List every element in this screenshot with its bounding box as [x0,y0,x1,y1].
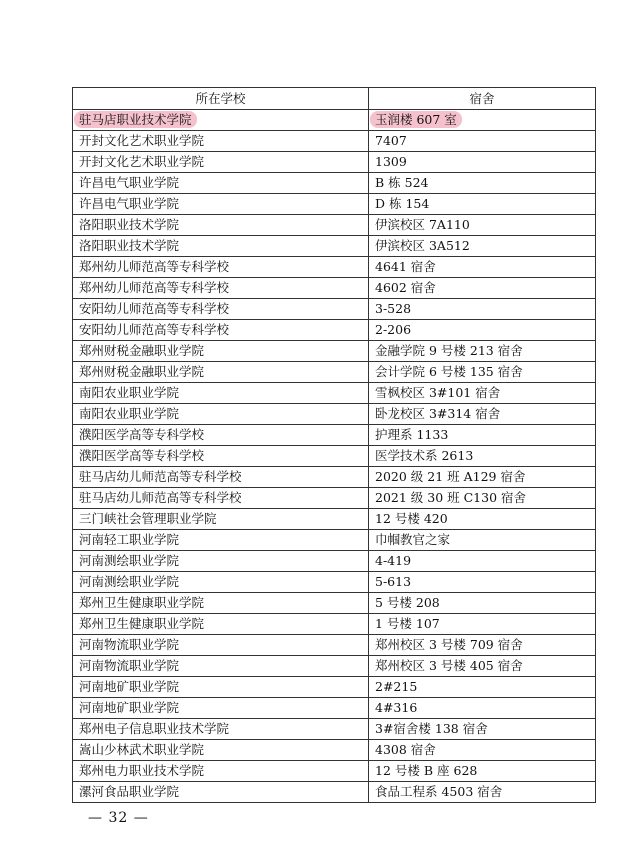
table-row [73,488,596,509]
table-row [73,446,596,467]
school-cell: 濮阳医学高等专科学校 [73,446,369,467]
dorm-cell: 伊滨校区 3A512 [369,236,596,257]
table-row [73,614,596,635]
table-row [73,635,596,656]
dorm-cell: B 栋 524 [369,173,596,194]
dorm-cell: 4-419 [369,551,596,572]
table-row [73,656,596,677]
table-row [73,278,596,299]
dorm-cell: D 栋 154 [369,194,596,215]
table-row [73,362,596,383]
table-row [73,215,596,236]
table-row [73,299,596,320]
school-cell: 驻马店幼儿师范高等专科学校 [73,467,369,488]
dorm-cell: 2021 级 30 班 C130 宿舍 [369,488,596,509]
school-cell: 安阳幼儿师范高等专科学校 [73,320,369,341]
school-cell: 郑州财税金融职业学院 [73,341,369,362]
school-cell: 漯河食品职业学院 [73,782,369,803]
table-row [73,383,596,404]
table-row [73,761,596,782]
dorm-cell: 金融学院 9 号楼 213 宿舍 [369,341,596,362]
dorm-cell: 会计学院 6 号楼 135 宿舍 [369,362,596,383]
dorm-cell: 12 号楼 B 座 628 [369,761,596,782]
table-row [73,530,596,551]
school-cell: 河南测绘职业学院 [73,572,369,593]
school-cell: 洛阳职业技术学院 [73,236,369,257]
highlighted-dorm-text: 玉润楼 607 室 [370,111,462,128]
dorm-cell: 2020 级 21 班 A129 宿舍 [369,467,596,488]
dormitory-table [72,87,596,803]
school-cell: 河南地矿职业学院 [73,677,369,698]
header-dorm: 宿舍 [369,88,596,110]
header-school: 所在学校 [73,88,369,110]
table-body [73,110,596,803]
school-cell: 河南测绘职业学院 [73,551,369,572]
school-cell: 南阳农业职业学院 [73,383,369,404]
highlighted-school-text: 驻马店职业技术学院 [74,111,197,128]
table-header-row [73,88,596,110]
school-cell [73,110,369,131]
dorm-cell: 雪枫校区 3#101 宿舍 [369,383,596,404]
school-cell: 郑州幼儿师范高等专科学校 [73,257,369,278]
school-cell: 郑州财税金融职业学院 [73,362,369,383]
table-row [73,236,596,257]
table-row [73,719,596,740]
table-row [73,152,596,173]
dorm-cell: 食品工程系 4503 宿舍 [369,782,596,803]
table-row [73,110,596,131]
table-row [73,698,596,719]
school-cell: 驻马店幼儿师范高等专科学校 [73,488,369,509]
table-row [73,572,596,593]
table-row [73,782,596,803]
school-cell: 河南物流职业学院 [73,656,369,677]
school-cell: 濮阳医学高等专科学校 [73,425,369,446]
dorm-cell: 卧龙校区 3#314 宿舍 [369,404,596,425]
dorm-cell: 巾帼教官之家 [369,530,596,551]
table-row [73,677,596,698]
table-row [73,173,596,194]
table-row [73,257,596,278]
dorm-cell: 3-528 [369,299,596,320]
dorm-cell: 3#宿舍楼 138 宿舍 [369,719,596,740]
school-cell: 开封文化艺术职业学院 [73,152,369,173]
school-cell: 开封文化艺术职业学院 [73,131,369,152]
table-row [73,425,596,446]
dorm-cell: 郑州校区 3 号楼 709 宿舍 [369,635,596,656]
dorm-cell: 5 号楼 208 [369,593,596,614]
table-row [73,131,596,152]
table-row [73,404,596,425]
dorm-cell: 1 号楼 107 [369,614,596,635]
table-row [73,320,596,341]
school-cell: 郑州幼儿师范高等专科学校 [73,278,369,299]
dorm-cell: 5-613 [369,572,596,593]
dorm-cell: 1309 [369,152,596,173]
school-cell: 河南轻工职业学院 [73,530,369,551]
school-cell: 南阳农业职业学院 [73,404,369,425]
school-cell: 安阳幼儿师范高等专科学校 [73,299,369,320]
table-row [73,593,596,614]
table-row [73,551,596,572]
school-cell: 嵩山少林武术职业学院 [73,740,369,761]
dorm-cell: 7407 [369,131,596,152]
dorm-cell: 4641 宿舍 [369,257,596,278]
dorm-cell: 2-206 [369,320,596,341]
school-cell: 许昌电气职业学院 [73,173,369,194]
dorm-cell: 郑州校区 3 号楼 405 宿舍 [369,656,596,677]
school-cell: 郑州卫生健康职业学院 [73,614,369,635]
table-row [73,509,596,530]
dorm-cell: 护理系 1133 [369,425,596,446]
table-row [73,194,596,215]
school-cell: 郑州电力职业技术学院 [73,761,369,782]
dorm-cell [369,110,596,131]
school-cell: 河南地矿职业学院 [73,698,369,719]
school-cell: 许昌电气职业学院 [73,194,369,215]
dorm-cell: 伊滨校区 7A110 [369,215,596,236]
dorm-cell: 4602 宿舍 [369,278,596,299]
dorm-cell: 12 号楼 420 [369,509,596,530]
table-row [73,341,596,362]
school-cell: 洛阳职业技术学院 [73,215,369,236]
dorm-cell: 4308 宿舍 [369,740,596,761]
dorm-cell: 医学技术系 2613 [369,446,596,467]
dorm-cell: 4#316 [369,698,596,719]
page-number: — 32 — [88,810,149,826]
school-cell: 郑州卫生健康职业学院 [73,593,369,614]
school-cell: 河南物流职业学院 [73,635,369,656]
dorm-cell: 2#215 [369,677,596,698]
table-row [73,467,596,488]
school-cell: 三门峡社会管理职业学院 [73,509,369,530]
table-row [73,740,596,761]
school-cell: 郑州电子信息职业技术学院 [73,719,369,740]
